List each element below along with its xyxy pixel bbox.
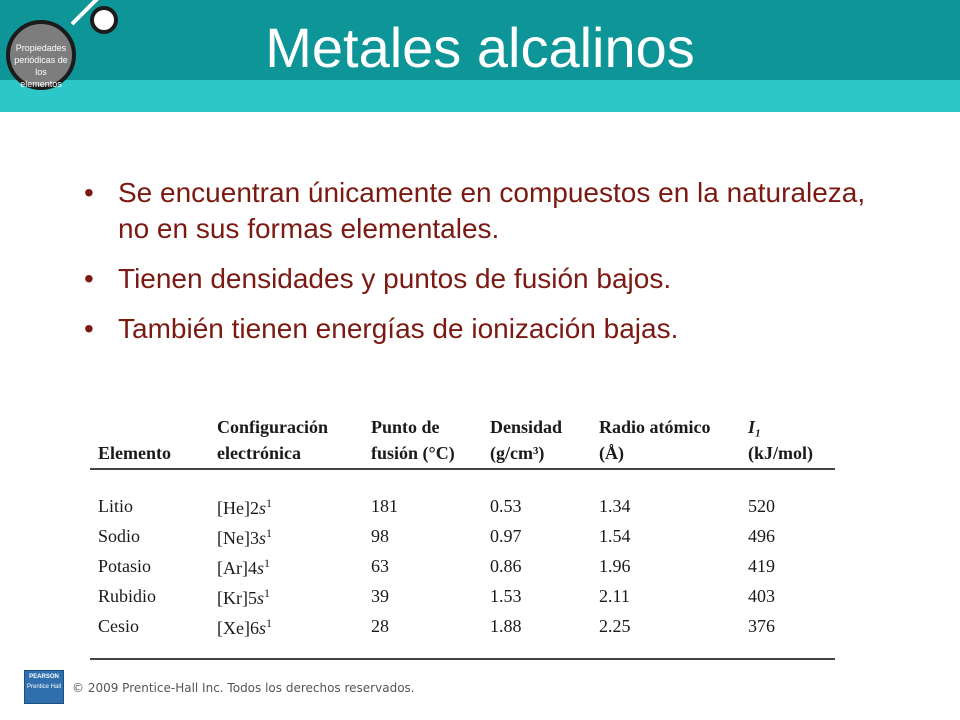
table-row [90,469,835,521]
table-row [90,521,835,551]
header-config: Configuración electrónica [217,417,329,463]
pearson-logo-bottom: Prentice Hall [26,684,61,690]
config-orbital: s [258,528,266,548]
cell-ionization: 520 [748,495,775,516]
config-orbital: s [258,498,266,518]
header-element: Elemento [98,443,171,463]
cell-config [209,469,363,521]
cell-ionization: 419 [748,555,775,576]
cell-element: Rubidio [98,585,157,606]
copyright-text: © 2009 Prentice-Hall Inc. Todos los derechos reservados. [72,681,415,695]
config-core: [He]2 [217,498,259,518]
pearson-logo-top: PEARSON [29,674,59,680]
pearson-logo [24,670,64,704]
cell-radius: 1.54 [599,525,631,546]
header-ionization-symbol: I₁ [748,417,762,437]
cell-element: Litio [98,495,133,516]
cell-density: 0.53 [490,495,522,516]
cell-ionization: 403 [748,585,775,606]
config-exponent: 1 [264,586,270,600]
config-exponent: 1 [266,496,272,510]
bullet-item [80,311,880,347]
cell-ionization: 376 [748,615,775,636]
config-core: [Ne]3 [217,528,259,548]
cell-density: 0.97 [490,525,522,546]
table-row [90,581,835,611]
cell-melting: 98 [371,525,389,546]
config-core: [Kr]5 [217,588,257,608]
bullet-icon: • [84,263,94,294]
slide-title: Metales alcalinos [265,16,695,79]
cell-config [209,611,363,659]
cell-config [209,581,363,611]
config-exponent: 1 [266,526,272,540]
cell-element: Sodio [98,525,141,546]
table-header-row [90,410,835,469]
cell-radius: 2.25 [599,615,631,636]
header-ionization [740,410,835,469]
cell-radius: 1.34 [599,495,631,516]
cell-element: Potasio [98,555,152,576]
table-row [90,611,835,659]
config-core: [Ar]4 [217,558,257,578]
bullet-icon: • [84,313,94,344]
cell-density: 1.88 [490,615,522,636]
cell-density: 0.86 [490,555,522,576]
cell-radius: 1.96 [599,555,631,576]
bullet-text: También tienen energías de ionización bajas. [118,313,679,344]
table-row [90,551,835,581]
cell-config [209,551,363,581]
cell-density: 1.53 [490,585,522,606]
header-density: Densidad (g/cm³) [490,417,563,463]
header-band [0,80,960,112]
config-exponent: 1 [266,616,272,630]
topic-badge-text: Propiedades periódicas de los elementos [14,43,68,89]
cell-melting: 63 [371,555,389,576]
cell-element: Cesio [98,615,140,636]
header-melting: Punto de fusión (°C) [371,417,455,463]
bullet-list [80,175,880,361]
cell-melting: 39 [371,585,389,606]
cell-radius: 2.11 [599,585,630,606]
alkali-metals-table [90,410,835,660]
cell-melting: 181 [371,495,398,516]
bullet-item [80,261,880,297]
bullet-text: Tienen densidades y puntos de fusión bajos. [118,263,672,294]
config-core: [Xe]6 [217,618,259,638]
config-orbital: s [256,558,264,578]
cell-melting: 28 [371,615,389,636]
config-exponent: 1 [264,556,270,570]
cell-config [209,521,363,551]
bullet-item [80,175,880,247]
header-ionization-unit: (kJ/mol) [748,443,813,463]
config-orbital: s [258,618,266,638]
bullet-text: Se encuentran únicamente en compuestos en la naturaleza, no en sus formas elementales. [118,177,866,244]
header-radius: Radio atómico (Å) [599,417,711,463]
config-orbital: s [256,588,264,608]
cell-ionization: 496 [748,525,775,546]
bullet-icon: • [84,177,94,208]
